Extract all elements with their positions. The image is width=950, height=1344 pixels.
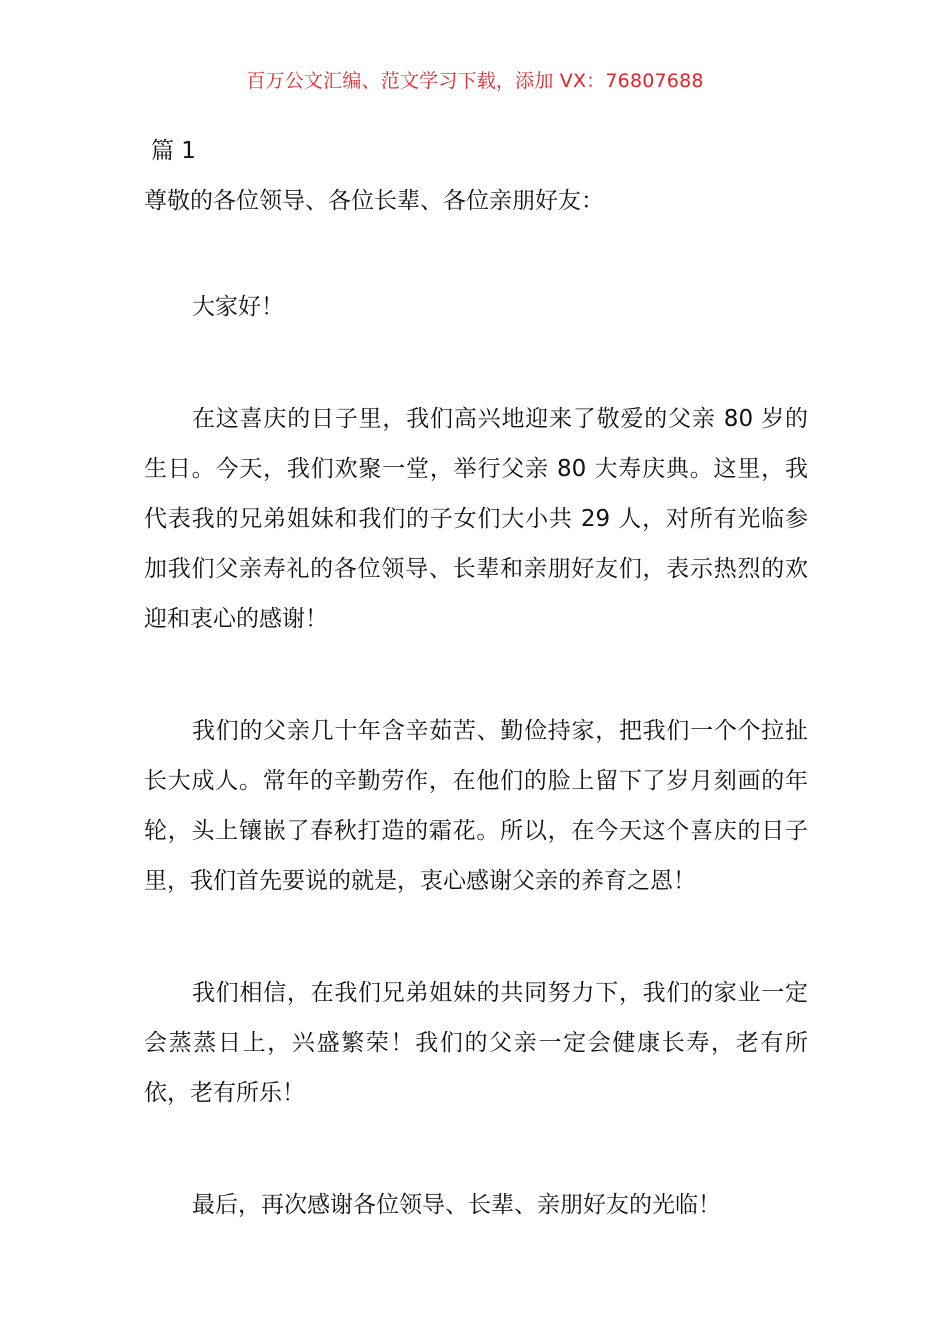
paragraph-wishes: 我们相信，在我们兄弟姐妹的共同努力下，我们的家业一定会蒸蒸日上，兴盛繁荣！我们的父亲一定会健康长寿，老有所依，老有所乐！ [144,980,808,1106]
paragraph-gratitude: 我们的父亲几十年含辛茹苦、勤俭持家，把我们一个个拉扯长大成人。常年的辛勤劳作，在他们的脸上留下了岁月刻画的年轮，头上镶嵌了春秋打造的霜花。所以，在今天这个喜庆的日子里，我们首先要说的就是，衷心感谢父亲的养育之恩！ [144,718,808,894]
document-body [144,132,808,1230]
salutation: 尊敬的各位领导、各位长辈、各位亲朋好友： [144,188,604,214]
paragraph-birthday: 在这喜庆的日子里，我们高兴地迎来了敬爱的父亲 80 岁的生日。今天，我们欢聚一堂，举行父亲 80 大寿庆典。这里，我代表我的兄弟姐妹和我们的子女们大小共 29 人，对所有光临参加我们父亲寿礼的各位领导、长辈和亲朋好友们，表示热烈的欢迎和衷心的感谢！ [144,406,808,632]
header-banner: 百万公文汇编、范文学习下载，添加 VX：76807688 [246,70,704,92]
paragraph-closing: 最后，再次感谢各位领导、长辈、亲朋好友的光临！ [192,1192,721,1218]
section-title: 篇 1 [151,138,196,164]
paragraph-greeting: 大家好！ [192,294,284,320]
